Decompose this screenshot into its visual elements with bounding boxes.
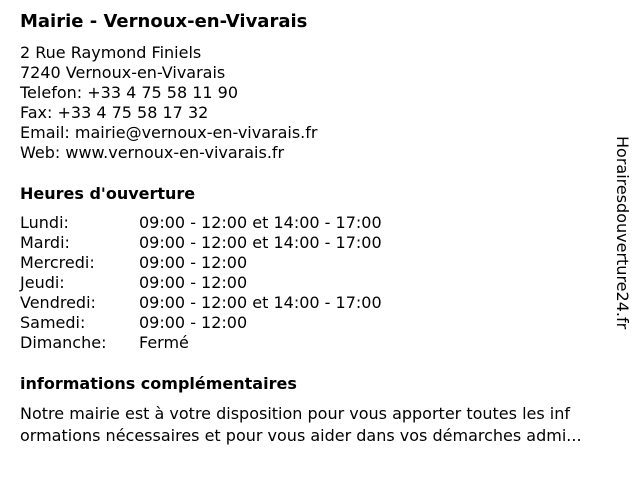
time-value: 09:00 - 12:00 [139,253,248,272]
phone-number[interactable]: Telefon: +33 4 75 58 11 90 [20,83,239,102]
time-value: 09:00 - 12:00 et 14:00 - 17:00 [139,233,382,252]
page-title: Mairie - Vernoux-en-Vivarais [20,11,308,32]
time-value: 09:00 - 12:00 [139,273,248,292]
opening-hours-heading: Heures d'ouverture [20,184,196,203]
address-street: 2 Rue Raymond Finiels [20,43,202,62]
day-label: Vendredi: [20,293,96,312]
additional-info-text [20,403,632,447]
time-value: 09:00 - 12:00 [139,313,248,332]
fax-number: Fax: +33 4 75 58 17 32 [20,103,209,122]
day-label: Samedi: [20,313,86,332]
time-value: 09:00 - 12:00 et 14:00 - 17:00 [139,293,382,312]
day-label: Dimanche: [20,333,107,352]
info-line: Notre mairie est à votre disposition pour vous apporter toutes les inf [20,404,570,423]
site-watermark: Horairesdouverture24.fr [613,136,632,330]
day-label: Jeudi: [20,273,65,292]
email-address[interactable]: Email: mairie@vernoux-en-vivarais.fr [20,123,318,142]
additional-info-heading: informations complémentaires [20,374,297,393]
contact-block [20,43,317,163]
time-value: Fermé [139,333,189,352]
day-label: Mardi: [20,233,70,252]
time-value: 09:00 - 12:00 et 14:00 - 17:00 [139,213,382,232]
address-city: 7240 Vernoux-en-Vivarais [20,63,226,82]
website-link[interactable]: Web: www.vernoux-en-vivarais.fr [20,143,285,162]
day-label: Lundi: [20,213,69,232]
info-line: ormations nécessaires et pour vous aider dans vos démarches admi... [20,426,582,445]
day-label: Mercredi: [20,253,95,272]
